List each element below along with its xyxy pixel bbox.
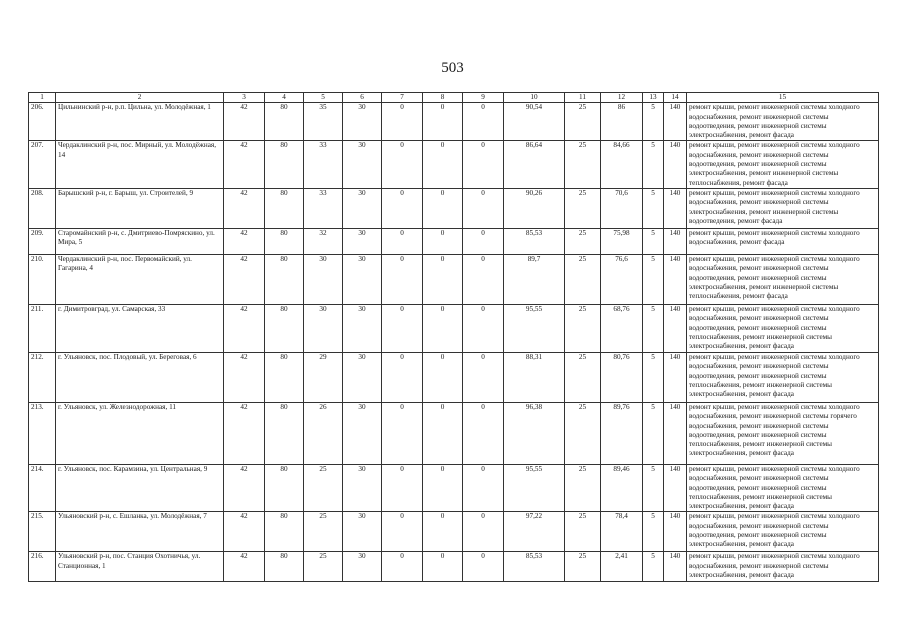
value-cell: 0 bbox=[463, 352, 504, 402]
value-cell: 30 bbox=[343, 552, 382, 582]
value-cell: 95,55 bbox=[504, 304, 565, 352]
works-cell: ремонт крыши, ремонт инженерной системы холодного водоснабжения, ремонт инженерной системы водоотведения, ремонт инженерной системы теплоснабжения, ремонт инженерной системы электроснабжения, ремонт фасада bbox=[687, 464, 879, 511]
row-number: 214. bbox=[29, 464, 56, 511]
value-cell: 0 bbox=[463, 254, 504, 304]
value-cell: 25 bbox=[565, 304, 601, 352]
value-cell: 0 bbox=[382, 352, 423, 402]
value-cell: 0 bbox=[463, 304, 504, 352]
value-cell: 85,53 bbox=[504, 228, 565, 254]
value-cell: 30 bbox=[343, 402, 382, 464]
value-cell: 25 bbox=[565, 512, 601, 552]
address-cell: г. Ульяновск, пос. Плодовый, ул. Береговая, 6 bbox=[56, 352, 224, 402]
value-cell: 80 bbox=[265, 228, 304, 254]
repair-register-table bbox=[28, 92, 879, 582]
value-cell: 140 bbox=[664, 464, 687, 511]
value-cell: 32 bbox=[304, 228, 343, 254]
table-row bbox=[29, 352, 879, 402]
value-cell: 0 bbox=[463, 103, 504, 141]
row-number: 209. bbox=[29, 228, 56, 254]
value-cell: 80 bbox=[265, 512, 304, 552]
value-cell: 70,6 bbox=[601, 188, 643, 228]
table-row bbox=[29, 512, 879, 552]
value-cell: 0 bbox=[463, 141, 504, 188]
value-cell: 140 bbox=[664, 141, 687, 188]
value-cell: 42 bbox=[224, 464, 265, 511]
table-row bbox=[29, 304, 879, 352]
column-header: 11 bbox=[565, 93, 601, 103]
value-cell: 25 bbox=[304, 552, 343, 582]
value-cell: 5 bbox=[643, 304, 664, 352]
value-cell: 80 bbox=[265, 103, 304, 141]
value-cell: 140 bbox=[664, 188, 687, 228]
value-cell: 96,38 bbox=[504, 402, 565, 464]
column-header: 2 bbox=[56, 93, 224, 103]
value-cell: 0 bbox=[382, 464, 423, 511]
value-cell: 30 bbox=[343, 512, 382, 552]
column-number-row bbox=[29, 93, 879, 103]
row-number: 212. bbox=[29, 352, 56, 402]
row-number: 206. bbox=[29, 103, 56, 141]
address-cell: г. Димитровград, ул. Самарская, 33 bbox=[56, 304, 224, 352]
column-header: 13 bbox=[643, 93, 664, 103]
row-number: 216. bbox=[29, 552, 56, 582]
value-cell: 80 bbox=[265, 304, 304, 352]
value-cell: 33 bbox=[304, 141, 343, 188]
works-cell: ремонт крыши, ремонт инженерной системы холодного водоснабжения, ремонт инженерной системы водоотведения, ремонт инженерной системы теплоснабжения, ремонт инженерной системы электроснабжения, ремонт фасада bbox=[687, 304, 879, 352]
column-header: 5 bbox=[304, 93, 343, 103]
value-cell: 30 bbox=[343, 254, 382, 304]
value-cell: 0 bbox=[463, 188, 504, 228]
value-cell: 25 bbox=[304, 464, 343, 511]
value-cell: 30 bbox=[343, 304, 382, 352]
value-cell: 33 bbox=[304, 188, 343, 228]
value-cell: 95,55 bbox=[504, 464, 565, 511]
address-cell: Чердаклинский р-н, пос. Первомайский, ул. Гагарина, 4 bbox=[56, 254, 224, 304]
value-cell: 84,66 bbox=[601, 141, 643, 188]
value-cell: 140 bbox=[664, 254, 687, 304]
works-cell: ремонт крыши, ремонт инженерной системы холодного водоснабжения, ремонт инженерной системы водоотведения, ремонт инженерной системы электроснабжения, ремонт фасада bbox=[687, 103, 879, 141]
value-cell: 5 bbox=[643, 141, 664, 188]
value-cell: 5 bbox=[643, 464, 664, 511]
value-cell: 42 bbox=[224, 512, 265, 552]
value-cell: 0 bbox=[382, 228, 423, 254]
value-cell: 0 bbox=[423, 188, 463, 228]
value-cell: 90,26 bbox=[504, 188, 565, 228]
value-cell: 140 bbox=[664, 352, 687, 402]
column-header: 10 bbox=[504, 93, 565, 103]
address-cell: г. Ульяновск, пос. Карамзина, ул. Центральная, 9 bbox=[56, 464, 224, 511]
value-cell: 0 bbox=[463, 552, 504, 582]
value-cell: 80 bbox=[265, 141, 304, 188]
value-cell: 80 bbox=[265, 464, 304, 511]
table-row bbox=[29, 228, 879, 254]
column-header: 1 bbox=[29, 93, 56, 103]
value-cell: 0 bbox=[382, 402, 423, 464]
value-cell: 5 bbox=[643, 552, 664, 582]
value-cell: 2,41 bbox=[601, 552, 643, 582]
value-cell: 0 bbox=[423, 228, 463, 254]
value-cell: 140 bbox=[664, 552, 687, 582]
value-cell: 25 bbox=[565, 141, 601, 188]
value-cell: 0 bbox=[382, 552, 423, 582]
value-cell: 0 bbox=[423, 103, 463, 141]
table-row bbox=[29, 188, 879, 228]
value-cell: 140 bbox=[664, 103, 687, 141]
value-cell: 42 bbox=[224, 103, 265, 141]
value-cell: 30 bbox=[304, 304, 343, 352]
value-cell: 42 bbox=[224, 228, 265, 254]
row-number: 208. bbox=[29, 188, 56, 228]
value-cell: 89,7 bbox=[504, 254, 565, 304]
works-cell: ремонт крыши, ремонт инженерной системы холодного водоснабжения, ремонт инженерной системы электроснабжения, ремонт фасада bbox=[687, 552, 879, 582]
page-number: 503 bbox=[441, 60, 464, 76]
value-cell: 140 bbox=[664, 512, 687, 552]
value-cell: 25 bbox=[304, 512, 343, 552]
value-cell: 30 bbox=[343, 103, 382, 141]
value-cell: 5 bbox=[643, 512, 664, 552]
value-cell: 25 bbox=[565, 464, 601, 511]
value-cell: 5 bbox=[643, 228, 664, 254]
value-cell: 0 bbox=[423, 304, 463, 352]
value-cell: 0 bbox=[382, 512, 423, 552]
column-header: 4 bbox=[265, 93, 304, 103]
value-cell: 42 bbox=[224, 402, 265, 464]
table-row bbox=[29, 464, 879, 511]
value-cell: 0 bbox=[423, 402, 463, 464]
value-cell: 0 bbox=[382, 141, 423, 188]
table-row bbox=[29, 141, 879, 188]
value-cell: 5 bbox=[643, 352, 664, 402]
value-cell: 85,53 bbox=[504, 552, 565, 582]
works-cell: ремонт крыши, ремонт инженерной системы холодного водоснабжения, ремонт инженерной системы водоотведения, ремонт инженерной системы электроснабжения, ремонт инженерной системы теплоснабжения, ремонт фасада bbox=[687, 141, 879, 188]
value-cell: 5 bbox=[643, 188, 664, 228]
works-cell: ремонт крыши, ремонт инженерной системы холодного водоснабжения, ремонт инженерной системы водоотведения, ремонт инженерной системы электроснабжения, ремонт инженерной системы теплоснабжения, ремонт фасада bbox=[687, 254, 879, 304]
value-cell: 25 bbox=[565, 188, 601, 228]
value-cell: 140 bbox=[664, 228, 687, 254]
value-cell: 0 bbox=[382, 304, 423, 352]
value-cell: 30 bbox=[343, 141, 382, 188]
value-cell: 0 bbox=[463, 228, 504, 254]
value-cell: 42 bbox=[224, 552, 265, 582]
value-cell: 0 bbox=[423, 254, 463, 304]
address-cell: Цильнинский р-н, р.п. Цильна, ул. Молодёжная, 1 bbox=[56, 103, 224, 141]
table-row bbox=[29, 402, 879, 464]
address-cell: Старомайнский р-н, с. Дмитриево-Помряскино, ул. Мира, 5 bbox=[56, 228, 224, 254]
value-cell: 0 bbox=[382, 103, 423, 141]
column-header: 15 bbox=[687, 93, 879, 103]
value-cell: 30 bbox=[343, 464, 382, 511]
table-body bbox=[29, 103, 879, 582]
value-cell: 29 bbox=[304, 352, 343, 402]
value-cell: 42 bbox=[224, 304, 265, 352]
value-cell: 25 bbox=[565, 352, 601, 402]
value-cell: 0 bbox=[382, 254, 423, 304]
value-cell: 140 bbox=[664, 304, 687, 352]
value-cell: 75,98 bbox=[601, 228, 643, 254]
row-number: 207. bbox=[29, 141, 56, 188]
column-header: 7 bbox=[382, 93, 423, 103]
address-cell: Ульяновский р-н, с. Ешланка, ул. Молодёжная, 7 bbox=[56, 512, 224, 552]
works-cell: ремонт крыши, ремонт инженерной системы холодного водоснабжения, ремонт инженерной системы водоотведения, ремонт инженерной системы электроснабжения, ремонт фасада bbox=[687, 512, 879, 552]
value-cell: 25 bbox=[565, 552, 601, 582]
value-cell: 80,76 bbox=[601, 352, 643, 402]
value-cell: 25 bbox=[565, 103, 601, 141]
works-cell: ремонт крыши, ремонт инженерной системы холодного водоснабжения, ремонт инженерной системы электроснабжения, ремонт инженерной системы водоотведения, ремонт фасада bbox=[687, 188, 879, 228]
value-cell: 76,6 bbox=[601, 254, 643, 304]
row-number: 211. bbox=[29, 304, 56, 352]
value-cell: 80 bbox=[265, 402, 304, 464]
value-cell: 0 bbox=[423, 464, 463, 511]
value-cell: 26 bbox=[304, 402, 343, 464]
value-cell: 0 bbox=[423, 552, 463, 582]
value-cell: 0 bbox=[463, 512, 504, 552]
value-cell: 30 bbox=[343, 228, 382, 254]
row-number: 215. bbox=[29, 512, 56, 552]
value-cell: 0 bbox=[423, 512, 463, 552]
column-header: 9 bbox=[463, 93, 504, 103]
row-number: 213. bbox=[29, 402, 56, 464]
value-cell: 68,76 bbox=[601, 304, 643, 352]
works-cell: ремонт крыши, ремонт инженерной системы холодного водоснабжения, ремонт инженерной системы горячего водоснабжения, ремонт инженерной системы водоотведения, ремонт инженерной системы теплоснабжения, ремонт инженерной системы электроснабжения, ремонт фасада bbox=[687, 402, 879, 464]
address-cell: г. Ульяновск, ул. Железнодорожная, 11 bbox=[56, 402, 224, 464]
value-cell: 30 bbox=[343, 188, 382, 228]
value-cell: 0 bbox=[463, 464, 504, 511]
value-cell: 86,64 bbox=[504, 141, 565, 188]
value-cell: 90,54 bbox=[504, 103, 565, 141]
value-cell: 140 bbox=[664, 402, 687, 464]
value-cell: 42 bbox=[224, 254, 265, 304]
works-cell: ремонт крыши, ремонт инженерной системы холодного водоснабжения, ремонт фасада bbox=[687, 228, 879, 254]
value-cell: 80 bbox=[265, 188, 304, 228]
value-cell: 0 bbox=[423, 352, 463, 402]
value-cell: 0 bbox=[382, 188, 423, 228]
value-cell: 25 bbox=[565, 402, 601, 464]
value-cell: 30 bbox=[304, 254, 343, 304]
value-cell: 78,4 bbox=[601, 512, 643, 552]
value-cell: 42 bbox=[224, 141, 265, 188]
value-cell: 89,76 bbox=[601, 402, 643, 464]
value-cell: 25 bbox=[565, 254, 601, 304]
table-row bbox=[29, 254, 879, 304]
table-row bbox=[29, 103, 879, 141]
address-cell: Ульяновский р-н, пос. Станция Охотничья, ул. Станционная, 1 bbox=[56, 552, 224, 582]
value-cell: 89,46 bbox=[601, 464, 643, 511]
value-cell: 0 bbox=[423, 141, 463, 188]
value-cell: 80 bbox=[265, 352, 304, 402]
value-cell: 86 bbox=[601, 103, 643, 141]
address-cell: Барышский р-н, г. Барыш, ул. Строителей, 9 bbox=[56, 188, 224, 228]
column-header: 6 bbox=[343, 93, 382, 103]
value-cell: 42 bbox=[224, 188, 265, 228]
column-header: 14 bbox=[664, 93, 687, 103]
works-cell: ремонт крыши, ремонт инженерной системы холодного водоснабжения, ремонт инженерной системы водоотведения, ремонт инженерной системы теплоснабжения, ремонт инженерной системы электроснабжения, ремонт фасада bbox=[687, 352, 879, 402]
row-number: 210. bbox=[29, 254, 56, 304]
value-cell: 80 bbox=[265, 552, 304, 582]
value-cell: 30 bbox=[343, 352, 382, 402]
value-cell: 0 bbox=[463, 402, 504, 464]
value-cell: 97,22 bbox=[504, 512, 565, 552]
column-header: 3 bbox=[224, 93, 265, 103]
column-header: 12 bbox=[601, 93, 643, 103]
value-cell: 35 bbox=[304, 103, 343, 141]
value-cell: 42 bbox=[224, 352, 265, 402]
address-cell: Чердаклинский р-н, пос. Мирный, ул. Молодёжная, 14 bbox=[56, 141, 224, 188]
value-cell: 5 bbox=[643, 402, 664, 464]
column-header: 8 bbox=[423, 93, 463, 103]
value-cell: 5 bbox=[643, 103, 664, 141]
table-row bbox=[29, 552, 879, 582]
value-cell: 5 bbox=[643, 254, 664, 304]
value-cell: 80 bbox=[265, 254, 304, 304]
value-cell: 25 bbox=[565, 228, 601, 254]
value-cell: 88,31 bbox=[504, 352, 565, 402]
